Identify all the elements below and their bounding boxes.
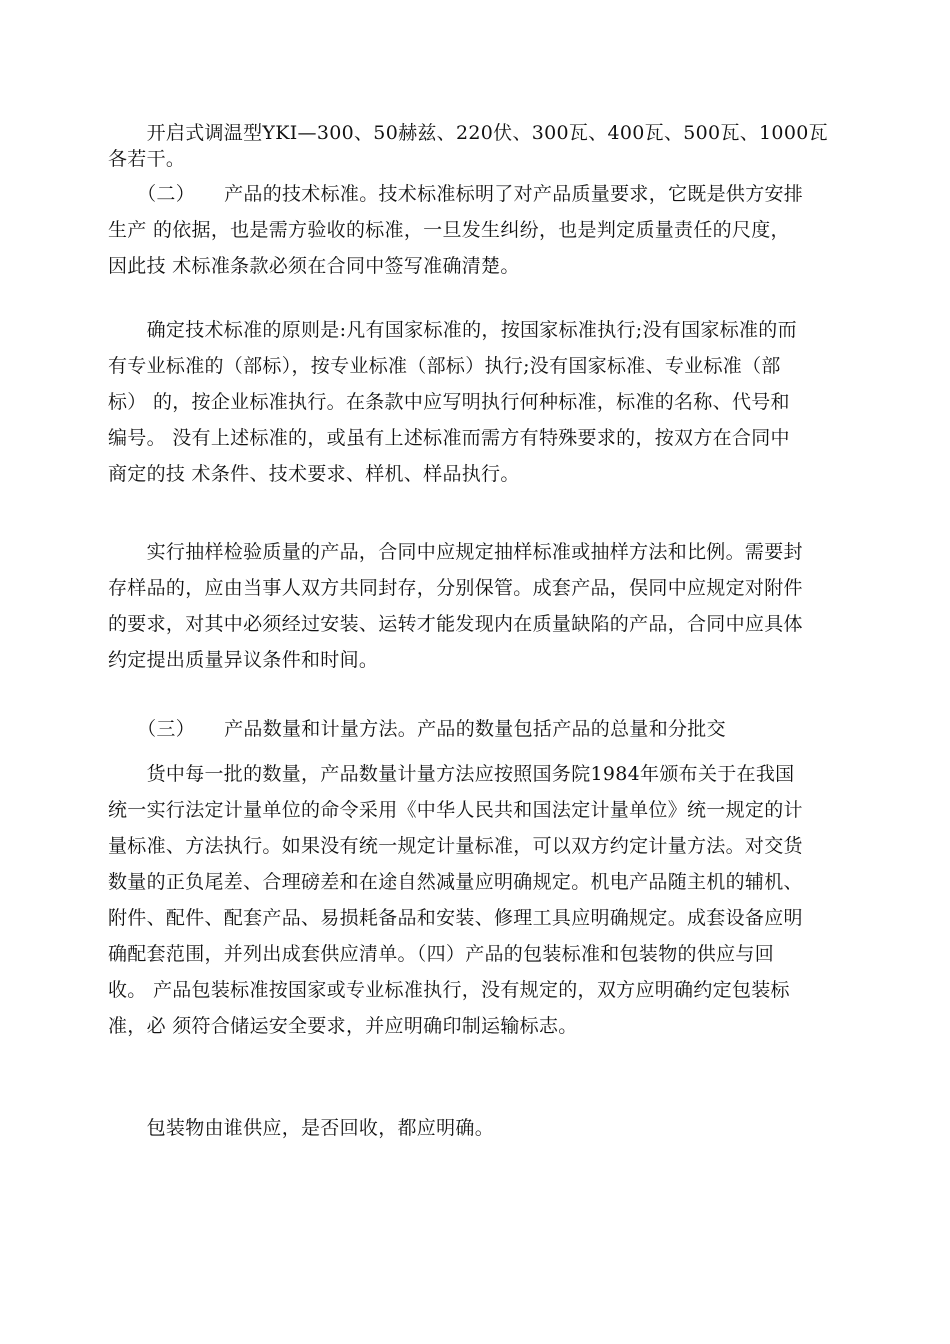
text-line: 准，必 须符合储运安全要求，并应明确印制运输标志。 bbox=[108, 1015, 578, 1037]
text-line: 约定提出质量异议条件和时间。 bbox=[108, 649, 379, 671]
text-line: （三） 产品数量和计量方法。产品的数量包括产品的总量和分批交 bbox=[108, 718, 726, 740]
paragraph-5 bbox=[108, 711, 843, 747]
text-line: 货中每一批的数量，产品数量计量方法应按照国务院1984年颁布关于在我国 bbox=[108, 763, 795, 785]
text-line: 存样品的，应由当事人双方共同封存，分别保管。成套产品，俣同中应规定对附件 bbox=[108, 577, 803, 599]
text-line: 数量的正负尾差、合理磅差和在途自然减量应明确规定。机电产品随主机的辅机、 bbox=[108, 871, 803, 893]
text-line: 编号。 没有上述标准的，或虽有上述标准而需方有特殊要求的，按双方在合同中 bbox=[108, 427, 790, 449]
text-line: 标） 的，按企业标准执行。在条款中应写明执行何种标准，标准的名称、代号和 bbox=[108, 391, 790, 413]
paragraph-2 bbox=[108, 176, 843, 284]
text-line: 包装物由谁供应，是否回收，都应明确。 bbox=[108, 1117, 495, 1139]
text-line: 确配套范围，并列出成套供应清单。（四）产品的包装标准和包装物的供应与回 bbox=[108, 943, 775, 965]
text-line: 生产 的依据，也是需方验收的标准，一旦发生纠纷，也是判定质量责任的尺度， bbox=[108, 219, 790, 241]
text-line: 的要求，对其中必须经过安装、运转才能发现内在质量缺陷的产品，合同中应具体 bbox=[108, 613, 803, 635]
paragraph-6 bbox=[108, 756, 843, 1044]
text-line: 各若干。 bbox=[108, 148, 186, 170]
text-line: 开启式调温型YKI—300、50赫兹、220伏、300瓦、400瓦、500瓦、1000瓦 bbox=[108, 122, 828, 144]
text-line: 实行抽样检验质量的产品，合同中应规定抽样标准或抽样方法和比例。需要封 bbox=[108, 541, 803, 563]
paragraph-3 bbox=[108, 312, 843, 492]
text-line: 统一实行法定计量单位的命令采用《中华人民共和国法定计量单位》统一规定的计 bbox=[108, 799, 803, 821]
text-line: 附件、配件、配套产品、易损耗备品和安装、修理工具应明确规定。成套设备应明 bbox=[108, 907, 803, 929]
text-line: 商定的技 术条件、技术要求、样机、样品执行。 bbox=[108, 463, 520, 485]
paragraph-7 bbox=[108, 1110, 843, 1146]
text-line: 收。 产品包装标准按国家或专业标准执行，没有规定的，双方应明确约定包装标 bbox=[108, 979, 790, 1001]
text-line: 确定技术标准的原则是:凡有国家标准的，按国家标准执行;没有国家标准的而 bbox=[108, 319, 797, 341]
text-line: 有专业标准的（部标），按专业标准（部标）执行;没有国家标准、专业标准（部 bbox=[108, 355, 781, 377]
text-line: 因此技 术标准条款必须在合同中签写准确清楚。 bbox=[108, 255, 520, 277]
paragraph-4 bbox=[108, 534, 843, 678]
text-line: （二） 产品的技术标准。技术标准标明了对产品质量要求，它既是供方安排 bbox=[108, 183, 804, 205]
paragraph-1 bbox=[108, 120, 843, 172]
text-line: 量标准、方法执行。如果没有统一规定计量标准，可以双方约定计量方法。对交货 bbox=[108, 835, 803, 857]
